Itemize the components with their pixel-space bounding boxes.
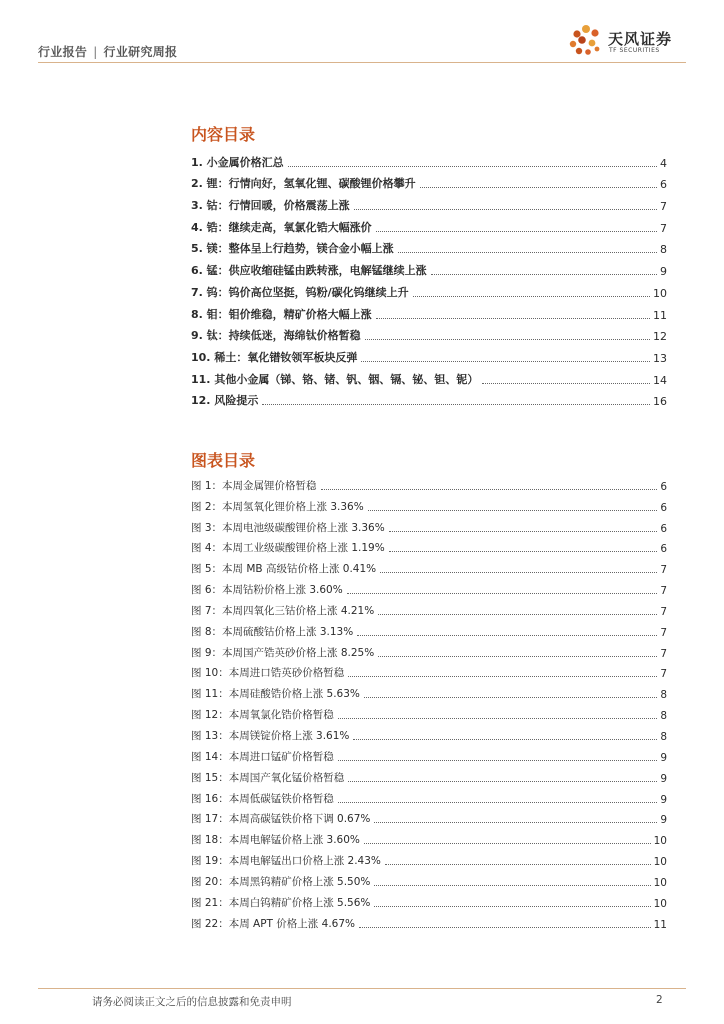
footer-divider — [38, 988, 686, 989]
figure-entry-page: 6 — [660, 522, 667, 535]
dot-leader — [378, 614, 657, 615]
dot-leader — [420, 187, 657, 188]
figure-entry-label: 图 3：本周电池级碳酸锂价格上涨 3.36% — [191, 521, 385, 534]
figure-entry-label: 图 20：本周黑钨精矿价格上涨 5.50% — [191, 875, 371, 888]
figure-entry-label: 图 14：本周进口锰矿价格暂稳 — [191, 750, 334, 763]
figure-entry-page: 9 — [660, 772, 667, 785]
figure-entry-page: 7 — [660, 647, 667, 660]
figure-entry[interactable] — [191, 826, 667, 847]
toc-entry-label: 7. 钨：钨价高位坚挺，钨粉/碳化钨继续上升 — [191, 285, 409, 299]
toc-entry-page: 14 — [653, 373, 667, 387]
dot-leader — [482, 383, 650, 384]
toc-entry[interactable] — [191, 191, 667, 213]
figure-entry-label: 图 4：本周工业级碳酸锂价格上涨 1.19% — [191, 542, 385, 555]
figure-entry-label: 图 1：本周金属锂价格暂稳 — [191, 479, 317, 492]
dot-leader — [368, 510, 658, 511]
toc-entry[interactable] — [191, 235, 667, 257]
toc-entry-label: 4. 锆：继续走高，氧氯化锆大幅涨价 — [191, 220, 372, 234]
figure-entry-label: 图 19：本周电解锰出口价格上涨 2.43% — [191, 855, 381, 868]
figure-entry-label: 图 13：本周镁锭价格上涨 3.61% — [191, 729, 350, 742]
figure-entry-page: 7 — [660, 668, 667, 681]
figure-entry[interactable] — [191, 868, 667, 889]
toc-entry-label: 3. 钴：行情回暖，价格震荡上涨 — [191, 199, 350, 213]
dot-leader — [288, 166, 657, 167]
figure-entry-page: 7 — [660, 626, 667, 639]
toc-entry[interactable] — [191, 322, 667, 344]
figure-entry-label: 图 21：本周白钨精矿价格上涨 5.56% — [191, 896, 371, 909]
figure-entry-page: 10 — [653, 897, 667, 910]
dot-leader — [353, 739, 657, 740]
toc-entry-label: 6. 锰：供应收缩硅锰由跌转涨，电解锰继续上涨 — [191, 264, 427, 278]
figure-entry[interactable] — [191, 639, 667, 660]
dot-leader — [385, 864, 651, 865]
figure-entry[interactable] — [191, 514, 667, 535]
toc-entry-label: 8. 钼：钼价维稳，精矿价格大幅上涨 — [191, 307, 372, 321]
figure-entry[interactable] — [191, 889, 667, 910]
toc-entry-label: 2. 锂：行情向好，氢氧化锂、碳酸锂价格攀升 — [191, 177, 416, 191]
figure-entry-label: 图 7：本周四氧化三钴价格上涨 4.21% — [191, 604, 375, 617]
figure-entry[interactable] — [191, 764, 667, 785]
figure-entry[interactable] — [191, 785, 667, 806]
dot-leader — [364, 843, 651, 844]
toc-entry[interactable] — [191, 343, 667, 365]
toc-entry-label: 5. 镁：整体呈上行趋势，镁合金小幅上涨 — [191, 242, 394, 256]
figure-entry-page: 11 — [653, 918, 667, 931]
figure-entry-label: 图 6：本周钴粉价格上涨 3.60% — [191, 584, 343, 597]
dot-leader — [380, 572, 657, 573]
figure-entry-label: 图 11：本周硅酸锆价格上涨 5.63% — [191, 688, 360, 701]
toc-entry[interactable] — [191, 387, 667, 409]
figures-toc-list — [191, 472, 667, 931]
figure-entry-page: 6 — [660, 501, 667, 514]
figure-entry-page: 8 — [660, 689, 667, 702]
toc-entry-label: 11. 其他小金属（锑、铬、锗、钒、铟、镉、铋、钽、铌） — [191, 372, 479, 386]
dot-leader — [374, 885, 650, 886]
dot-leader — [376, 231, 657, 232]
figure-entry[interactable] — [191, 722, 667, 743]
dot-leader — [398, 252, 657, 253]
figure-entry[interactable] — [191, 618, 667, 639]
dot-leader — [376, 318, 650, 319]
dot-leader — [348, 676, 657, 677]
figure-entry[interactable] — [191, 535, 667, 556]
toc-title: 内容目录 — [191, 125, 256, 144]
figure-entry-page: 6 — [660, 543, 667, 556]
figure-entry-label: 图 8：本周硫酸钴价格上涨 3.13% — [191, 625, 354, 638]
figure-entry-page: 10 — [653, 856, 667, 869]
figure-entry-page: 9 — [660, 793, 667, 806]
dot-leader — [374, 906, 650, 907]
figure-entry-page: 6 — [660, 480, 667, 493]
toc-entry-page: 8 — [660, 243, 667, 257]
company-logo — [566, 22, 686, 60]
figure-entry[interactable] — [191, 847, 667, 868]
breadcrumb-report-series: 行业研究周报 — [103, 45, 178, 59]
figure-entry[interactable] — [191, 555, 667, 576]
toc-entry-page: 4 — [660, 156, 667, 170]
dot-leader — [354, 209, 657, 210]
figure-entry-label: 图 16：本周低碳锰铁价格暂稳 — [191, 792, 334, 805]
toc-entry-page: 11 — [653, 308, 667, 322]
toc-entry-label: 9. 钛：持续低迷，海绵钛价格暂稳 — [191, 329, 361, 343]
dot-leader — [374, 822, 657, 823]
logo-wordmark: 天风证券 — [608, 30, 673, 48]
figure-entry[interactable] — [191, 576, 667, 597]
toc-entry-page: 7 — [660, 221, 667, 235]
figure-entry-page: 10 — [653, 835, 667, 848]
toc-entry-page: 9 — [660, 265, 667, 279]
toc-entry-label: 10. 稀土：氧化镨钕领军板块反弹 — [191, 350, 358, 364]
dot-leader — [361, 361, 650, 362]
figure-entry-label: 图 5：本周 MB 高级钴价格上涨 0.41% — [191, 563, 377, 576]
figure-entry[interactable] — [191, 472, 667, 493]
dot-leader — [359, 927, 651, 928]
toc-entry[interactable] — [191, 300, 667, 322]
figure-entry[interactable] — [191, 597, 667, 618]
dot-leader — [413, 296, 650, 297]
figure-entry-page: 10 — [653, 876, 667, 889]
dot-leader — [389, 551, 658, 552]
toc-entry[interactable] — [191, 213, 667, 235]
figure-entry-page: 9 — [660, 751, 667, 764]
toc-entry[interactable] — [191, 278, 667, 300]
figure-entry-label: 图 12：本周氧氯化锆价格暂稳 — [191, 709, 334, 722]
figure-entry[interactable] — [191, 660, 667, 681]
footer-disclaimer: 请务必阅读正文之后的信息披露和免责申明 — [92, 996, 292, 1008]
toc-entry[interactable] — [191, 148, 667, 170]
toc-entry-page: 13 — [653, 351, 667, 365]
dot-leader — [348, 781, 657, 782]
toc-entry[interactable] — [191, 365, 667, 387]
figure-entry-page: 7 — [660, 564, 667, 577]
figure-entry-label: 图 10：本周进口锆英砂价格暂稳 — [191, 667, 345, 680]
toc-entry[interactable] — [191, 170, 667, 192]
toc-entry-page: 6 — [660, 178, 667, 192]
page-number: 2 — [656, 994, 663, 1006]
figure-entry-page: 7 — [660, 605, 667, 618]
figure-entry-label: 图 9：本周国产锆英砂价格上涨 8.25% — [191, 646, 375, 659]
figure-entry-label: 图 17：本周高碳锰铁价格下调 0.67% — [191, 813, 371, 826]
breadcrumb — [38, 43, 177, 60]
figure-entry-label: 图 18：本周电解锰价格上涨 3.60% — [191, 834, 360, 847]
figure-entry-page: 7 — [660, 585, 667, 598]
figures-toc-title: 图表目录 — [191, 451, 256, 470]
dot-leader — [378, 656, 657, 657]
logo-subtitle: TF SECURITIES — [609, 47, 660, 54]
toc-entry-page: 16 — [653, 395, 667, 409]
dot-leader — [338, 760, 658, 761]
figure-entry[interactable] — [191, 743, 667, 764]
dot-leader — [389, 531, 658, 532]
dot-leader — [364, 697, 657, 698]
toc-entry-label: 1. 小金属价格汇总 — [191, 155, 284, 169]
figure-entry[interactable] — [191, 701, 667, 722]
toc-entry-page: 10 — [653, 286, 667, 300]
dot-leader — [347, 593, 658, 594]
figure-entry-page: 9 — [660, 814, 667, 827]
figure-entry[interactable] — [191, 680, 667, 701]
breadcrumb-separator: | — [93, 45, 98, 59]
dot-leader — [321, 489, 658, 490]
figure-entry[interactable] — [191, 806, 667, 827]
dot-leader — [431, 274, 657, 275]
figure-entry-label: 图 2：本周氢氧化锂价格上涨 3.36% — [191, 500, 364, 513]
toc-entry-label: 12. 风险提示 — [191, 394, 259, 408]
toc-list — [191, 148, 667, 408]
toc-entry-page: 7 — [660, 200, 667, 214]
figure-entry-label: 图 15：本周国产氧化锰价格暂稳 — [191, 771, 345, 784]
dot-leader — [262, 404, 650, 405]
dot-leader — [357, 635, 657, 636]
figure-entry-label: 图 22：本周 APT 价格上涨 4.67% — [191, 917, 355, 930]
toc-entry[interactable] — [191, 256, 667, 278]
dot-leader — [338, 718, 658, 719]
toc-entry-page: 12 — [653, 330, 667, 344]
tf-logo-icon — [566, 22, 606, 60]
figure-entry-page: 8 — [660, 710, 667, 723]
dot-leader — [338, 802, 658, 803]
figure-entry[interactable] — [191, 493, 667, 514]
breadcrumb-report-type: 行业报告 — [38, 45, 88, 59]
figure-entry[interactable] — [191, 910, 667, 931]
header-divider — [38, 62, 686, 63]
dot-leader — [365, 339, 650, 340]
figure-entry-page: 8 — [660, 730, 667, 743]
